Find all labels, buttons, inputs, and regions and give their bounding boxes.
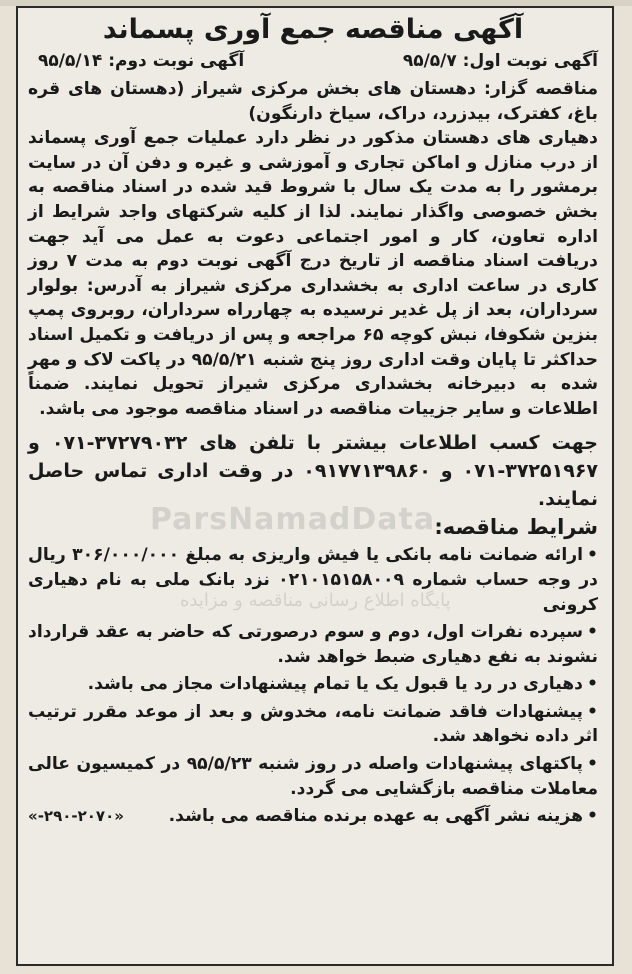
bullet-icon: •	[587, 622, 598, 643]
tender-notice	[16, 6, 614, 966]
contact-info: جهت کسب اطلاعات بیشتر با تلفن های ۳۷۲۷۹۰۳۲-۰۷۱ و ۳۷۲۵۱۹۶۷-۰۷۱ و ۰۹۱۷۷۱۳۹۸۶۰ در وقت اداری تماس حاصل نمایند.	[28, 432, 599, 511]
run-dates	[28, 51, 598, 71]
condition-item	[28, 543, 598, 617]
notice-title: آگهی مناقصه جمع آوری پسماند	[102, 14, 524, 45]
condition-text: دهیاری در رد یا قبول یک یا تمام پیشنهادات مجاز می باشد.	[87, 674, 583, 695]
bullet-icon: •	[587, 545, 598, 566]
second-run-date: آگهی نوبت دوم: ۹۵/۵/۱۴	[38, 51, 245, 71]
notice-code: «۲۹۰-۲۰۷۰-»	[28, 807, 124, 826]
condition-item-last	[28, 804, 598, 829]
body-text: دهیاری های دهستان مذکور در نظر دارد عملیات جمع آوری پسماند از درب منازل و اماکن تجاری و آموزشی و غیره و دفن آن در سایت برمشور را به مدت یک سال با شروط قید شده در اسناد مناقصه به بخش خصوصی واگذار نمایند. لذا از کلیه شرکتهای واجد شرایط از اداره تعاون، کار و امور اجتماعی دعوت به عمل می آید جهت دریافت اسناد مناقصه از تاریخ درج آگهی نوبت دوم به مدت ۷ روز کاری در ساعت اداری به بخشداری مرکزی شیراز به آدرس: بولوار سرداران، بعد از پل غدیر نرسیده به چهارراه سرداران، روبروی پمپ بنزین شکوفا، نبش کوچه ۶۵ مراجعه و پس از دریافت و تکمیل اسناد حداکثر تا پایان وقت اداری روز پنج شنبه ۹۵/۵/۲۱ در پاکت لاک و مهر شده به دبیرخانه بخشداری مرکزی شیراز تحویل نمایند. ضمناً اطلاعات و سایر جزییات مناقصه در اسناد مناقصه موجود می باشد.	[28, 128, 598, 419]
watermark-subtext: پایگاه اطلاع رسانی مناقصه و مزایده	[180, 590, 451, 611]
condition-text: هزینه نشر آگهی به عهده برنده مناقصه می باشد.	[168, 806, 583, 827]
bullet-icon: •	[587, 701, 598, 722]
watermark-text: ParsNamadData	[150, 502, 436, 537]
first-run-date: آگهی نوبت اول: ۹۵/۵/۷	[402, 51, 598, 71]
condition-text: پاکتهای پیشنهادات واصله در روز شنبه ۹۵/۵/۲۳ در کمیسیون عالی معاملات مناقصه بازگشایی می گردد.	[28, 754, 598, 799]
condition-text: پیشنهادات فاقد ضمانت نامه، مخدوش و بعد از موعد مقرر ترتیب اثر داده نخواهد شد.	[28, 701, 598, 747]
condition-item	[28, 700, 598, 749]
notice-body	[28, 77, 598, 421]
conditions-heading: شرایط مناقصه:	[434, 515, 598, 540]
tenderer-line: مناقصه گزار: دهستان های بخش مرکزی شیراز (دهستان های قره باغ، کفترک، بیدزرد، دراک، سیاخ دارنگون)	[28, 79, 598, 124]
bullet-icon: •	[587, 806, 598, 827]
condition-text: سپرده نفرات اول، دوم و سوم درصورتی که حاضر به عقد قرارداد نشوند به نفع دهیاری ضبط خواهد شد.	[28, 622, 598, 667]
bullet-icon: •	[586, 754, 598, 775]
condition-item	[28, 752, 598, 801]
condition-item	[28, 620, 598, 669]
bullet-icon: •	[587, 674, 598, 695]
conditions-list	[28, 543, 598, 829]
condition-item	[28, 672, 598, 697]
condition-text: ارائه ضمانت نامه بانکی یا فیش واریزی به مبلغ ۳۰۶/۰۰۰/۰۰۰ ریال در وجه حساب شماره ۰۲۱۰۱۵۱۵۸۰۰۹ نزد بانک ملی به نام دهیاری کرونی	[28, 545, 598, 615]
